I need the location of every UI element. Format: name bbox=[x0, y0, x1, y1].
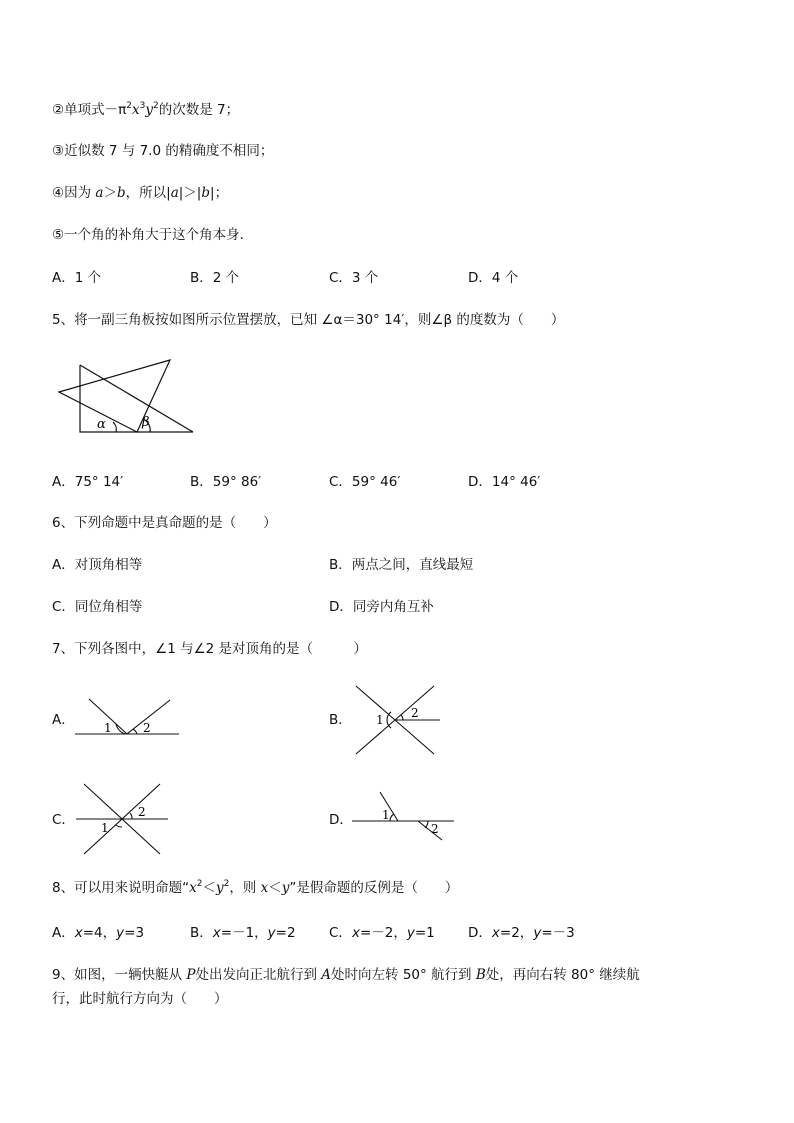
q7-figure-d bbox=[352, 790, 458, 846]
q6-stem: 6、下列命题中是真命题的是（ ） bbox=[52, 515, 277, 531]
q5-option-b[interactable]: B．59° 86′ bbox=[190, 474, 262, 490]
q6-option-c[interactable]: C．同位角相等 bbox=[52, 599, 143, 615]
q8-option-d[interactable]: D．x=2，y=－3 bbox=[468, 925, 575, 941]
q7-figure-c bbox=[76, 780, 172, 858]
statement-3: ③近似数 7 与 7.0 的精确度不相同； bbox=[52, 143, 274, 159]
q4-option-a[interactable]: A．1 个 bbox=[52, 270, 102, 286]
q7-d-angle-1: 1 bbox=[382, 808, 390, 822]
q5-beta-label: β bbox=[142, 415, 150, 430]
q5-option-a[interactable]: A．75° 14′ bbox=[52, 474, 124, 490]
q7-stem: 7、下列各图中，∠1 与∠2 是对顶角的是（ ） bbox=[52, 641, 368, 657]
q7-c-angle-2: 2 bbox=[138, 805, 146, 819]
q8-option-c[interactable]: C．x=－2，y=1 bbox=[329, 925, 435, 941]
q7-a-angle-1: 1 bbox=[104, 721, 112, 735]
q9-stem-line-1: 9、如图，一辆快艇从 P处出发向正北航行到 A处时向左转 50° 航行到 B处，再向右转 80° 继续航 bbox=[52, 967, 640, 983]
q8-option-b[interactable]: B．x=－1，y=2 bbox=[190, 925, 296, 941]
q4-option-d[interactable]: D．4 个 bbox=[468, 270, 519, 286]
statement-4: ④因为 a＞b，所以|a|＞|b|； bbox=[52, 185, 229, 201]
q5-triangle-figure bbox=[55, 355, 200, 437]
q7-a-angle-2: 2 bbox=[143, 721, 151, 735]
q5-second-triangle bbox=[59, 360, 170, 432]
q4-option-c[interactable]: C．3 个 bbox=[329, 270, 379, 286]
q7-option-b-label[interactable]: B． bbox=[329, 712, 352, 728]
q7-figure-b bbox=[352, 682, 444, 758]
q6-option-a[interactable]: A．对顶角相等 bbox=[52, 557, 143, 573]
q7-d-angle-2: 2 bbox=[431, 822, 439, 836]
q5-option-d[interactable]: D．14° 46′ bbox=[468, 474, 541, 490]
q7-b-angle-1: 1 bbox=[376, 713, 384, 727]
q8-stem: 8、可以用来说明命题“$x^2<y^2$，则 x＜y”是假命题的反例是（ ） bbox=[52, 879, 459, 896]
q6-option-b[interactable]: B．两点之间，直线最短 bbox=[329, 557, 474, 573]
q7-option-a-label[interactable]: A． bbox=[52, 712, 75, 728]
statement-2: ②单项式$-\pi^2x^3y^2$的次数是 7； bbox=[52, 101, 240, 118]
q9-stem-line-2: 行，此时航行方向为（ ） bbox=[52, 991, 228, 1007]
q7-figure-a bbox=[75, 695, 185, 740]
q5-stem: 5、将一副三角板按如图所示位置摆放，已知 ∠α＝30° 14′，则∠β 的度数为（ ） bbox=[52, 312, 565, 328]
q7-c-angle-1: 1 bbox=[101, 821, 109, 835]
q7-b-angle-2: 2 bbox=[411, 706, 419, 720]
q8-option-a[interactable]: A．x=4，y=3 bbox=[52, 925, 145, 941]
q6-option-d[interactable]: D．同旁内角互补 bbox=[329, 599, 434, 615]
q7-option-d-label[interactable]: D． bbox=[329, 812, 353, 828]
q7-option-c-label[interactable]: C． bbox=[52, 812, 75, 828]
statement-5: ⑤一个角的补角大于这个角本身． bbox=[52, 227, 254, 243]
q5-option-c[interactable]: C．59° 46′ bbox=[329, 474, 401, 490]
q5-alpha-label: α bbox=[97, 417, 106, 432]
q5-alpha-arc bbox=[113, 422, 116, 432]
q4-option-b[interactable]: B．2 个 bbox=[190, 270, 240, 286]
